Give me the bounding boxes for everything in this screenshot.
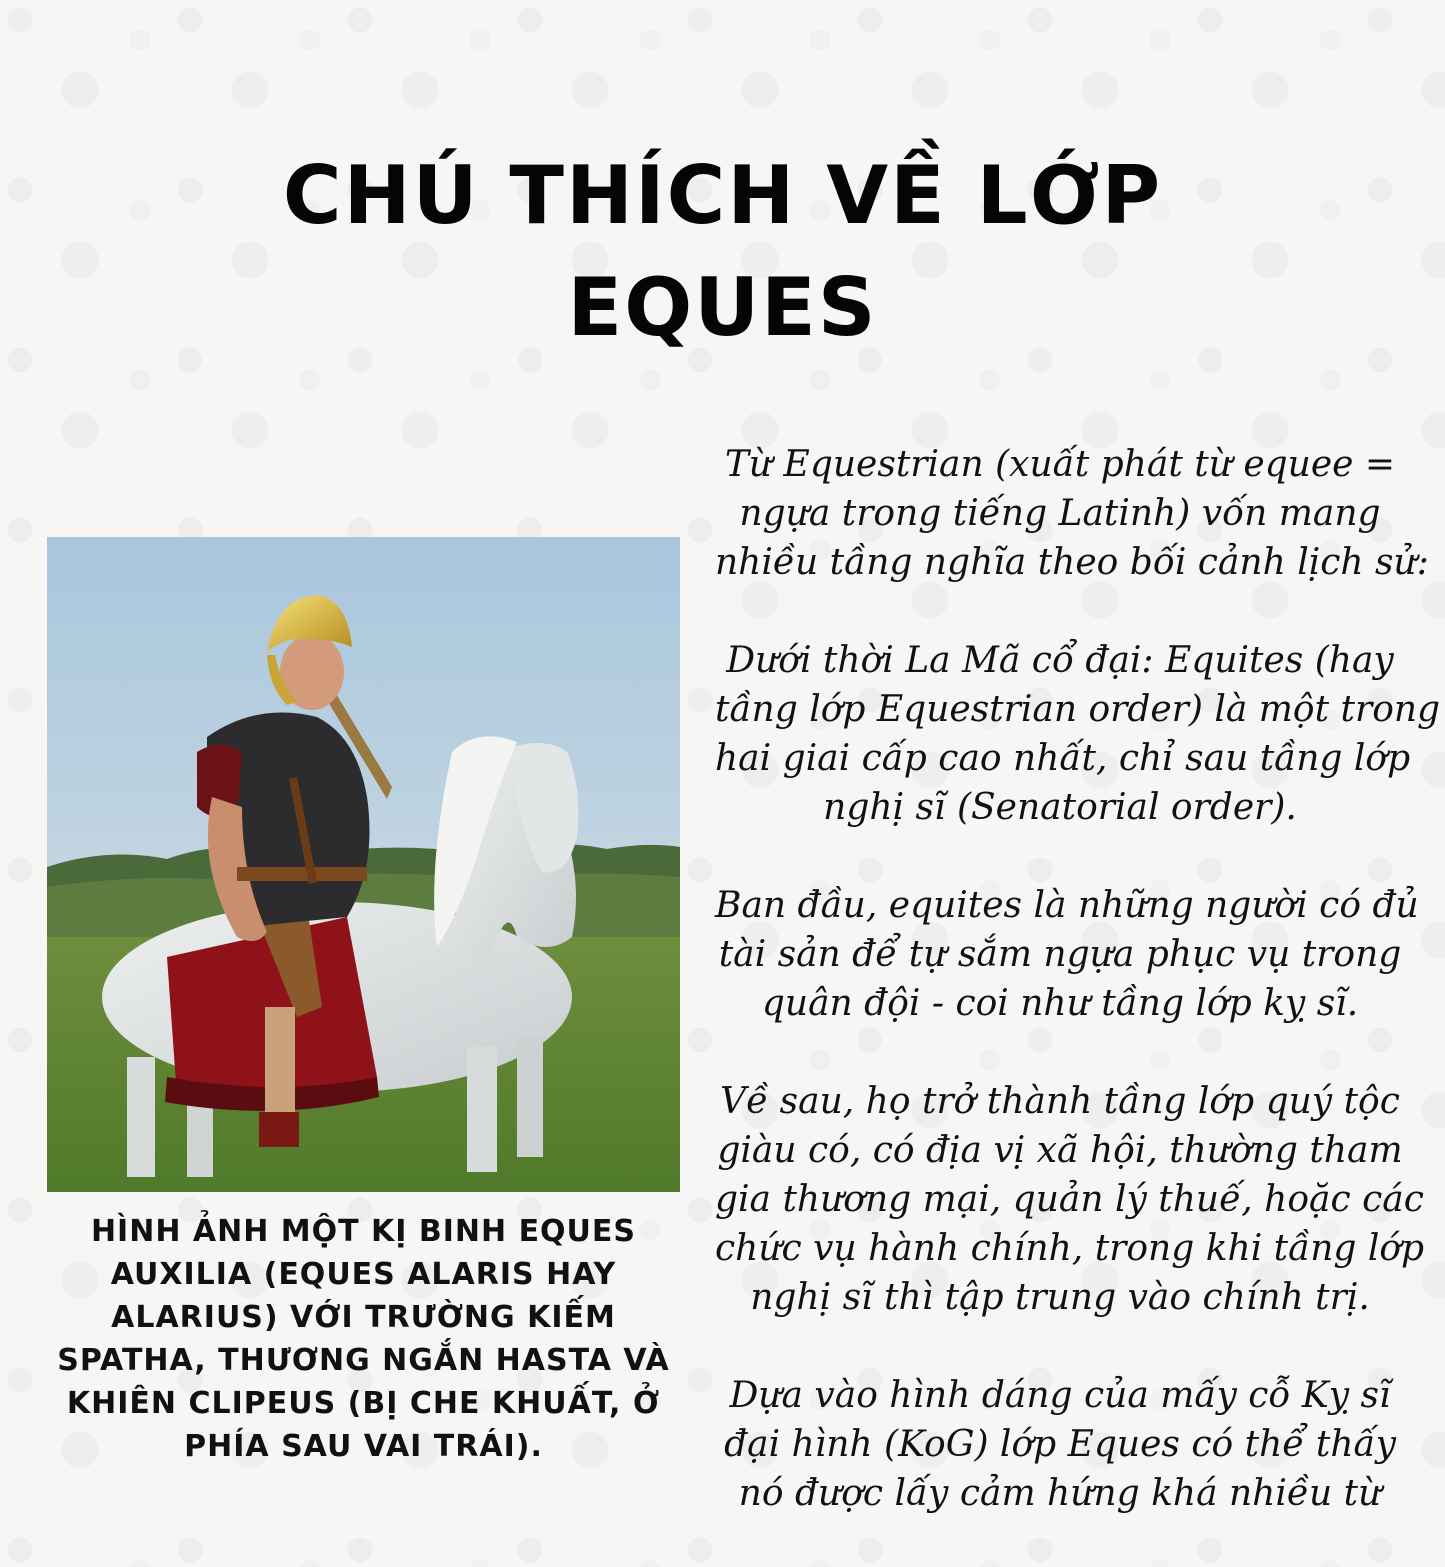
caption-line: KHIÊN CLIPEUS (BỊ CHE KHUẤT, Ở <box>66 1386 661 1421</box>
paragraph-intro <box>715 440 1429 587</box>
photo-caption <box>47 1210 680 1468</box>
text-line: quân đội - coi như tầng lớp kỵ sĩ. <box>761 983 1359 1024</box>
title-line-1: CHÚ THÍCH VỀ LỚP <box>282 149 1163 242</box>
caption-line: SPATHA, THƯƠNG NGẮN HASTA VÀ <box>57 1343 670 1378</box>
paragraph-kog <box>715 1371 1405 1518</box>
paragraph-origin <box>715 881 1419 1028</box>
text-line: nhiều tầng nghĩa theo bối cảnh lịch sử: <box>715 542 1429 583</box>
caption-line: PHÍA SAU VAI TRÁI). <box>184 1429 543 1464</box>
text-line: ngựa trong tiếng Latinh) vốn mang <box>739 493 1381 534</box>
text-line: nghị sĩ (Senatorial order). <box>823 787 1297 828</box>
text-line: hai giai cấp cao nhất, chỉ sau tầng lớp <box>715 738 1411 779</box>
text-line: nó được lấy cảm hứng khá nhiều từ <box>738 1473 1382 1514</box>
paragraph-ancient-rome <box>715 636 1441 832</box>
text-line: Dựa vào hình dáng của mấy cỗ Kỵ sĩ <box>729 1375 1391 1416</box>
text-line: Dưới thời La Mã cổ đại: Equites (hay <box>726 640 1394 681</box>
caption-line: HÌNH ẢNH MỘT KỊ BINH EQUES <box>90 1214 637 1249</box>
text-line: gia thương mại, quản lý thuế, hoặc các <box>715 1179 1424 1220</box>
text-line: Ban đầu, equites là những người có đủ <box>715 885 1419 926</box>
text-line: tầng lớp Equestrian order) là một trong <box>715 689 1441 730</box>
text-line: nghị sĩ thì tập trung vào chính trị. <box>750 1277 1370 1318</box>
text-line: giàu có, có địa vị xã hội, thường tham <box>717 1130 1403 1171</box>
roman-cavalryman-photo-icon <box>47 537 680 1192</box>
text-line: Về sau, họ trở thành tầng lớp quý tộc <box>720 1081 1400 1122</box>
text-line: tài sản để tự sắm ngựa phục vụ trong <box>718 934 1402 975</box>
title-line-2: EQUES <box>567 261 878 354</box>
caption-line: ALARIUS) VỚI TRƯỜNG KIẾM <box>111 1300 616 1335</box>
paragraph-later <box>715 1077 1425 1322</box>
page-title <box>0 140 1445 364</box>
text-line: đại hình (KoG) lớp Eques có thể thấy <box>724 1424 1396 1465</box>
text-line: Từ Equestrian (xuất phát từ equee = <box>724 444 1396 485</box>
explanation-text <box>715 440 1441 1567</box>
text-line: chức vụ hành chính, trong khi tầng lớp <box>715 1228 1425 1269</box>
caption-line: AUXILIA (EQUES ALARIS HAY <box>110 1257 617 1292</box>
cavalryman-photo <box>47 537 680 1192</box>
